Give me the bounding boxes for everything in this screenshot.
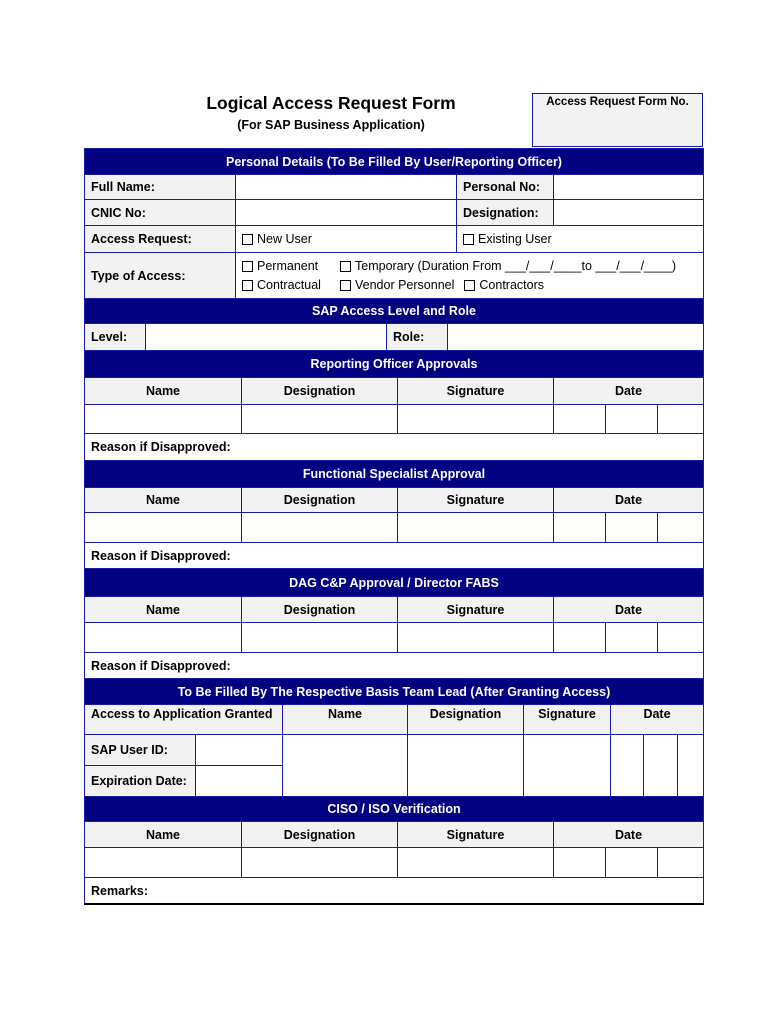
reporting-officer-heading: Reporting Officer Approvals bbox=[85, 350, 703, 377]
type-of-access-row bbox=[85, 252, 703, 298]
new-user-checkbox[interactable] bbox=[242, 234, 253, 245]
col-name: Name bbox=[85, 597, 241, 622]
full-name-label: Full Name: bbox=[85, 175, 235, 199]
dag-date-day-field[interactable] bbox=[553, 623, 605, 652]
sap-user-id-row bbox=[85, 735, 282, 765]
basis-team-heading: To Be Filled By The Respective Basis Team Lead (After Granting Access) bbox=[85, 678, 703, 704]
basis-date-month-field[interactable] bbox=[643, 735, 677, 796]
functional-date-year-field[interactable] bbox=[657, 513, 703, 542]
functional-specialist-heading: Functional Specialist Approval bbox=[85, 460, 703, 487]
dag-entry-row bbox=[85, 622, 703, 652]
col-date: Date bbox=[553, 597, 703, 622]
full-name-row bbox=[85, 174, 703, 199]
existing-user-checkbox[interactable] bbox=[463, 234, 474, 245]
form-title: Logical Access Request Form bbox=[206, 93, 456, 113]
functional-date-day-field[interactable] bbox=[553, 513, 605, 542]
temporary-label: Temporary (Duration From ___/___/____to ___/___/____) bbox=[355, 259, 677, 273]
temporary-option[interactable] bbox=[340, 259, 676, 273]
designation-field[interactable] bbox=[553, 200, 703, 225]
personal-no-field[interactable] bbox=[553, 175, 703, 199]
col-signature: Signature bbox=[397, 488, 553, 512]
reporting-reason-label: Reason if Disapproved: bbox=[91, 440, 231, 454]
reporting-name-field[interactable] bbox=[85, 405, 241, 433]
vendor-personnel-option[interactable] bbox=[340, 278, 454, 292]
type-of-access-label: Type of Access: bbox=[85, 253, 235, 298]
basis-date-day-field[interactable] bbox=[610, 735, 643, 796]
contractual-label: Contractual bbox=[257, 278, 321, 292]
contractual-option[interactable] bbox=[242, 278, 334, 292]
col-date: Date bbox=[553, 822, 703, 847]
ciso-date-month-field[interactable] bbox=[605, 848, 657, 877]
reporting-signature-field[interactable] bbox=[397, 405, 553, 433]
form-subtitle: (For SAP Business Application) bbox=[237, 118, 425, 132]
type-of-access-options bbox=[235, 253, 703, 298]
expiration-date-label: Expiration Date: bbox=[85, 766, 195, 796]
dag-designation-field[interactable] bbox=[241, 623, 397, 652]
contractors-checkbox[interactable] bbox=[464, 280, 475, 291]
role-field[interactable] bbox=[447, 324, 703, 350]
dag-approval-heading: DAG C&P Approval / Director FABS bbox=[85, 568, 703, 596]
col-date: Date bbox=[553, 488, 703, 512]
functional-reason-label: Reason if Disapproved: bbox=[91, 548, 231, 563]
ciso-entry-row bbox=[85, 847, 703, 877]
col-name: Name bbox=[85, 822, 241, 847]
access-granted-label: Access to Application Granted bbox=[85, 705, 282, 734]
ciso-name-field[interactable] bbox=[85, 848, 241, 877]
sap-user-id-field[interactable] bbox=[195, 735, 282, 765]
ciso-verification-heading: CISO / ISO Verification bbox=[85, 796, 703, 821]
basis-name-field[interactable] bbox=[282, 735, 407, 796]
level-field[interactable] bbox=[145, 324, 386, 350]
expiration-date-row bbox=[85, 765, 282, 796]
col-signature: Signature bbox=[397, 822, 553, 847]
personal-details-heading: Personal Details (To Be Filled By User/Reporting Officer) bbox=[85, 149, 703, 174]
dag-reason-row[interactable] bbox=[85, 652, 703, 678]
basis-date-year-field[interactable] bbox=[677, 735, 703, 796]
level-label: Level: bbox=[85, 324, 145, 350]
ciso-date-day-field[interactable] bbox=[553, 848, 605, 877]
form-number-box[interactable] bbox=[532, 93, 703, 147]
functional-reason-row[interactable] bbox=[85, 542, 703, 568]
col-designation: Designation bbox=[407, 705, 523, 734]
reporting-reason-row[interactable] bbox=[85, 433, 703, 460]
contractual-checkbox[interactable] bbox=[242, 280, 253, 291]
vendor-personnel-checkbox[interactable] bbox=[340, 280, 351, 291]
contractors-option[interactable] bbox=[464, 278, 544, 292]
cnic-no-label: CNIC No: bbox=[85, 200, 235, 225]
col-designation: Designation bbox=[241, 597, 397, 622]
access-request-form bbox=[84, 148, 704, 905]
vendor-personnel-label: Vendor Personnel bbox=[355, 278, 455, 292]
basis-left-block bbox=[85, 735, 282, 796]
col-name: Name bbox=[282, 705, 407, 734]
new-user-option[interactable] bbox=[235, 226, 456, 252]
reporting-columns-row bbox=[85, 377, 703, 404]
dag-signature-field[interactable] bbox=[397, 623, 553, 652]
ciso-designation-field[interactable] bbox=[241, 848, 397, 877]
permanent-label: Permanent bbox=[257, 259, 319, 273]
permanent-checkbox[interactable] bbox=[242, 261, 253, 272]
expiration-date-field[interactable] bbox=[195, 766, 282, 796]
basis-signature-field[interactable] bbox=[523, 735, 610, 796]
access-request-row bbox=[85, 225, 703, 252]
designation-label: Designation: bbox=[456, 200, 553, 225]
temporary-checkbox[interactable] bbox=[340, 261, 351, 272]
col-name: Name bbox=[85, 378, 241, 404]
cnic-no-field[interactable] bbox=[235, 200, 456, 225]
existing-user-option[interactable] bbox=[456, 226, 703, 252]
reporting-designation-field[interactable] bbox=[241, 405, 397, 433]
dag-date-month-field[interactable] bbox=[605, 623, 657, 652]
cnic-row bbox=[85, 199, 703, 225]
reporting-date-year-field[interactable] bbox=[657, 405, 703, 433]
functional-designation-field[interactable] bbox=[241, 513, 397, 542]
dag-reason-label: Reason if Disapproved: bbox=[91, 658, 231, 673]
remarks-label: Remarks: bbox=[91, 883, 148, 898]
col-signature: Signature bbox=[523, 705, 610, 734]
functional-date-month-field[interactable] bbox=[605, 513, 657, 542]
functional-name-field[interactable] bbox=[85, 513, 241, 542]
existing-user-label: Existing User bbox=[478, 232, 552, 246]
personal-no-label: Personal No: bbox=[456, 175, 553, 199]
dag-date-year-field[interactable] bbox=[657, 623, 703, 652]
role-label: Role: bbox=[386, 324, 447, 350]
functional-signature-field[interactable] bbox=[397, 513, 553, 542]
form-number-label: Access Request Form No. bbox=[546, 96, 689, 108]
basis-entry-row bbox=[85, 734, 703, 796]
col-signature: Signature bbox=[397, 597, 553, 622]
col-designation: Designation bbox=[241, 378, 397, 404]
ciso-remarks-row[interactable] bbox=[85, 877, 703, 903]
functional-entry-row bbox=[85, 512, 703, 542]
col-signature: Signature bbox=[397, 378, 553, 404]
col-designation: Designation bbox=[241, 822, 397, 847]
ciso-date-year-field[interactable] bbox=[657, 848, 703, 877]
access-request-label: Access Request: bbox=[85, 226, 235, 252]
reporting-date-day-field[interactable] bbox=[553, 405, 605, 433]
ciso-signature-field[interactable] bbox=[397, 848, 553, 877]
ciso-columns-row bbox=[85, 821, 703, 847]
dag-name-field[interactable] bbox=[85, 623, 241, 652]
dag-columns-row bbox=[85, 596, 703, 622]
reporting-date-month-field[interactable] bbox=[605, 405, 657, 433]
sap-user-id-label: SAP User ID: bbox=[85, 735, 195, 765]
permanent-option[interactable] bbox=[242, 259, 334, 273]
col-designation: Designation bbox=[241, 488, 397, 512]
new-user-label: New User bbox=[257, 232, 312, 246]
contractors-label: Contractors bbox=[479, 278, 544, 292]
basis-designation-field[interactable] bbox=[407, 735, 523, 796]
reporting-entry-row bbox=[85, 404, 703, 433]
col-name: Name bbox=[85, 488, 241, 512]
sap-access-heading: SAP Access Level and Role bbox=[85, 298, 703, 323]
col-date: Date bbox=[553, 378, 703, 404]
functional-columns-row bbox=[85, 487, 703, 512]
full-name-field[interactable] bbox=[235, 175, 456, 199]
basis-columns-row bbox=[85, 704, 703, 734]
col-date: Date bbox=[610, 705, 703, 734]
level-role-row bbox=[85, 323, 703, 350]
